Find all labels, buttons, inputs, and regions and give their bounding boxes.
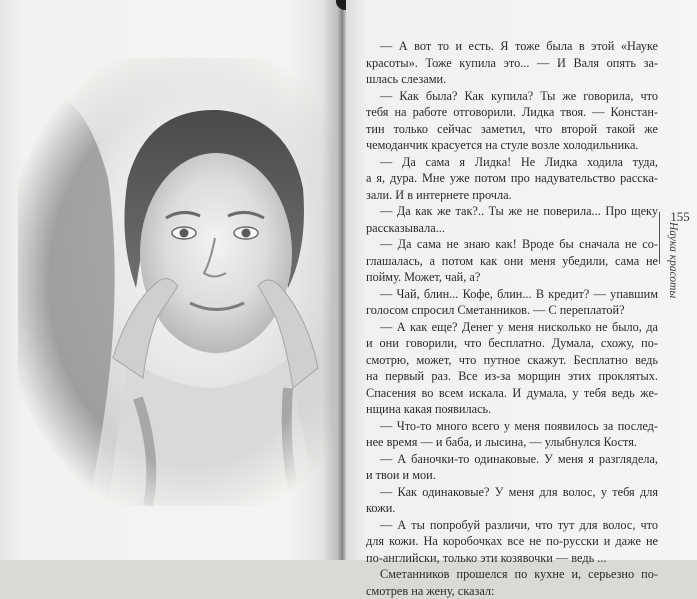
text-line: глашалась, а потом как они меня убедили, сама не — [366, 253, 658, 270]
text-line: тин только сейчас заметил, что второй такой же — [366, 121, 658, 138]
text-line: — Что-то много всего у меня появилось за послед- — [366, 418, 658, 435]
text-line: чемоданчик красуется на стуле возле холодильника. — [366, 137, 658, 154]
text-line: смотрю, может, что путное скажут. Бесплатно ведь — [366, 352, 658, 369]
text-line: по-английски, только эти козявочки — ведь ... — [366, 550, 658, 567]
text-line: Сметанников прошелся по кухне и, серьезно по- — [366, 566, 658, 583]
text-line: на первый раз. Все из-за морщин этих проклятых. — [366, 368, 658, 385]
text-line: нщина какая появилась. — [366, 401, 658, 418]
text-line: и твои и мои. — [366, 467, 658, 484]
text-line: — Чай, блин... Кофе, блин... В кредит? — упавшим — [366, 286, 658, 303]
text-line: — А ты попробуй различи, что тут для волос, что — [366, 517, 658, 534]
running-head-rule — [659, 212, 660, 264]
text-line: для кожи. На коробочках все не по-русски и даже не — [366, 533, 658, 550]
photo-illustration — [18, 58, 334, 506]
text-line: а я, дура. Мне уже потом про надувательство расска- — [366, 170, 658, 187]
text-line: и они говорили, что бесплатно. Думала, схожу, по- — [366, 335, 658, 352]
page-number: 155 — [668, 209, 692, 225]
text-line: тебя на работе отговорили. Лидка твоя. — Констан- — [366, 104, 658, 121]
text-line: зали. И в интернете прочла. — [366, 187, 658, 204]
text-line: пойму. Может, чай, а? — [366, 269, 658, 286]
right-page — [346, 0, 697, 560]
text-line: Спасения во всем искала. И думала, у тебя ведь же- — [366, 385, 658, 402]
text-line: кожи. — [366, 500, 658, 517]
text-line: красоты». Тоже купила это... — И Валя опять за- — [366, 55, 658, 72]
text-line: — Как одинаковые? У меня для волос, у тебя для — [366, 484, 658, 501]
text-line: рассказывала... — [366, 220, 658, 237]
text-line: — Да сама я Лидка! Не Лидка ходила туда, — [366, 154, 658, 171]
body-text — [366, 38, 658, 599]
text-line: смотрев на жену, сказал: — [366, 583, 658, 599]
text-line: — Да как же так?.. Ты же не поверила... Про щеку — [366, 203, 658, 220]
text-line: — А баночки-то одинаковые. У меня я разглядела, — [366, 451, 658, 468]
running-head: Наука красоты — [667, 222, 679, 298]
text-line: — Да сама не знаю как! Вроде бы сначала не со- — [366, 236, 658, 253]
text-line: нее время — и баба, и лысина, — улыбнулся Костя. — [366, 434, 658, 451]
left-page — [0, 0, 340, 560]
text-line: — А вот то и есть. Я тоже была в этой «Науке — [366, 38, 658, 55]
text-line: шлась слезами. — [366, 71, 658, 88]
photo-woman-face — [18, 58, 334, 506]
text-line: — Как была? Как купила? Ты же говорила, что — [366, 88, 658, 105]
text-line: — А как еще? Денег у меня нисколько не было, да — [366, 319, 658, 336]
text-line: голосом спросил Сметанников. — С переплатой? — [366, 302, 658, 319]
